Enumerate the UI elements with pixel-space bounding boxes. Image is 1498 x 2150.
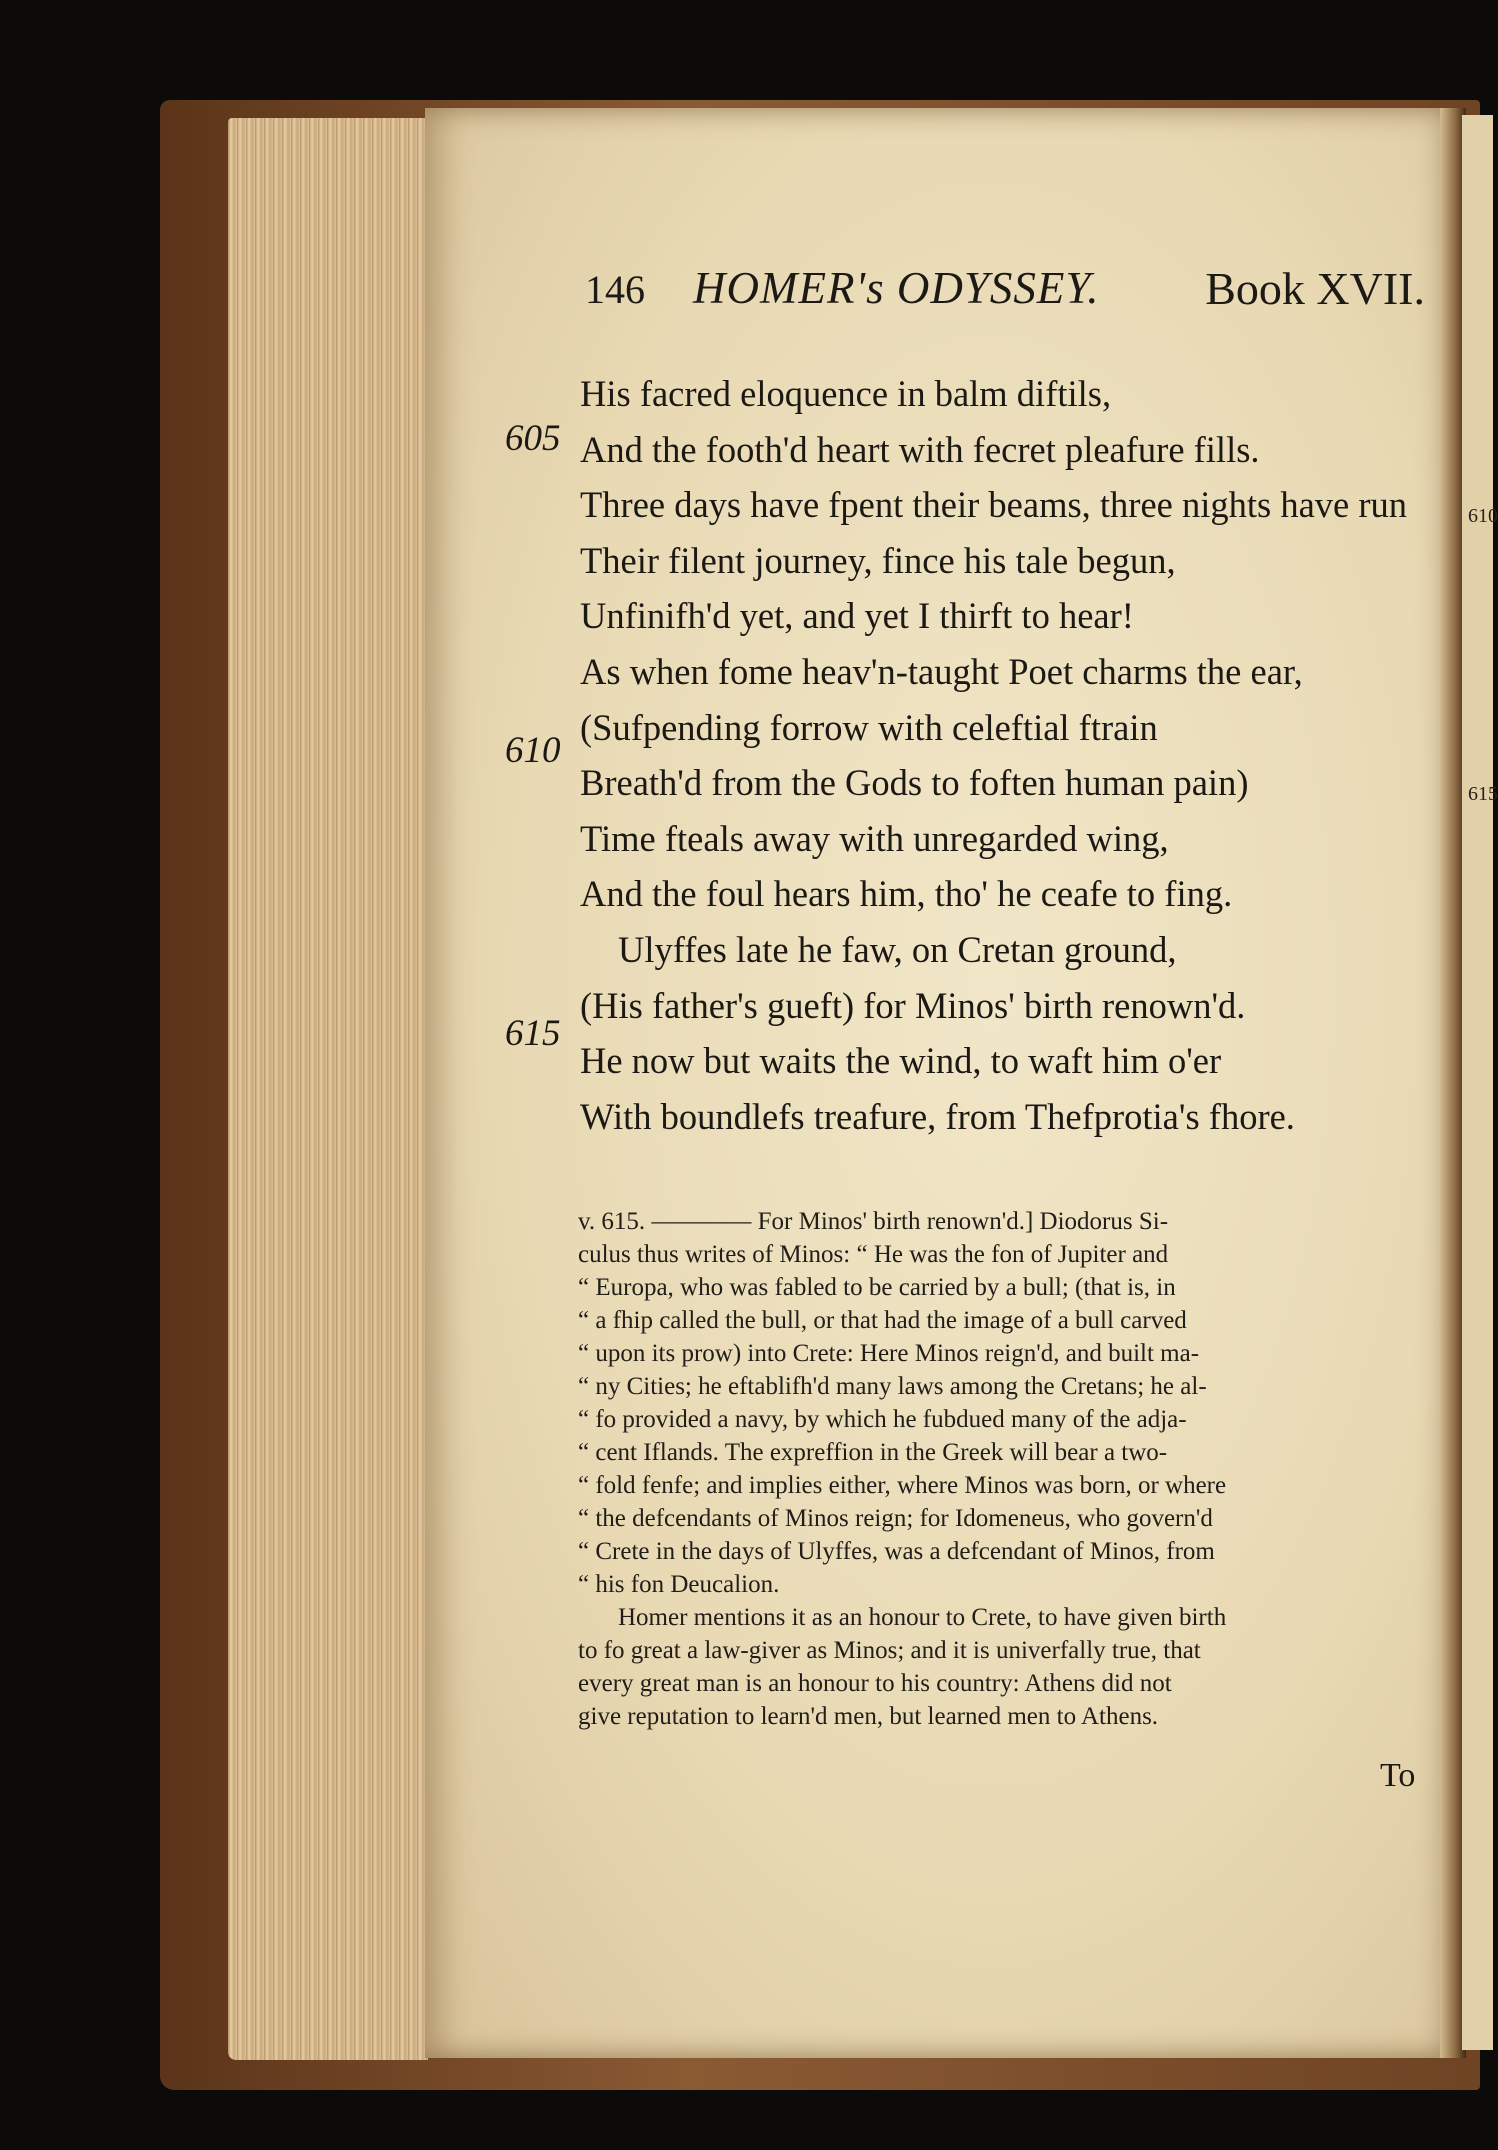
footnote-line: “ fo provided a navy, by which he fubdued many of the adja- (578, 1406, 1187, 1433)
next-page-line-number: 610 (1468, 505, 1498, 527)
verse-line: He now but waits the wind, to waft him o'er (580, 1040, 1222, 1082)
footnote-line: “ Europa, who was fabled to be carried by a bull; (that is, in (578, 1274, 1176, 1301)
footnote-line: every great man is an honour to his country: Athens did not (578, 1670, 1172, 1697)
footnote-line: “ ny Cities; he eftablifh'd many laws among the Cretans; he al- (578, 1373, 1207, 1400)
line-number: 615 (505, 1013, 561, 1054)
verse-line: Three days have fpent their beams, three nights have run (580, 484, 1408, 526)
footnote-line: “ upon its prow) into Crete: Here Minos reign'd, and built ma- (578, 1340, 1200, 1367)
footnote-line: “ his fon Deucalion. (578, 1571, 780, 1598)
footnote-line: “ Crete in the days of Ulyffes, was a defcendant of Minos, from (578, 1538, 1215, 1565)
footnote-line: “ the defcendants of Minos reign; for Idomeneus, who govern'd (578, 1505, 1213, 1532)
line-number: 610 (505, 730, 561, 771)
verse-line: Time fteals away with unregarded wing, (580, 817, 1169, 859)
footnote-line: give reputation to learn'd men, but learned men to Athens. (578, 1703, 1159, 1730)
footnote-block (578, 1205, 1420, 1733)
footnote-line: culus thus writes of Minos: “ He was the fon of Jupiter and (578, 1241, 1169, 1268)
verse-block (580, 366, 1440, 1144)
verse-line: Ulyffes late he faw, on Cretan ground, (618, 928, 1177, 970)
page-number: 146 (585, 267, 645, 312)
verse-line: Breath'd from the Gods to foften human pain) (580, 762, 1249, 804)
catchword: To (1380, 1757, 1416, 1794)
footnote-line: “ fold fenfe; and implies either, where Minos was born, or where (578, 1472, 1227, 1499)
next-page-line-number: 615 (1468, 783, 1498, 805)
footnote-line: “ cent Iflands. The expreffion in the Greek will bear a two- (578, 1439, 1168, 1466)
footnote-line: to fo great a law-giver as Minos; and it is univerfally true, that (578, 1637, 1201, 1664)
verse-line: And the foul hears him, tho' he ceafe to fing. (580, 873, 1233, 915)
verse-line: Their filent journey, fince his tale begun, (580, 539, 1176, 581)
running-header (585, 258, 1425, 320)
verse-line: (Sufpending forrow with celeftial ftrain (580, 706, 1158, 748)
verse-line: As when fome heav'n-taught Poet charms the ear, (580, 650, 1303, 692)
verse-line: And the footh'd heart with fecret pleafure fills. (580, 428, 1260, 470)
footnote-line: v. 615. ———— For Minos' birth renown'd.] Diodorus Si- (578, 1208, 1169, 1235)
footnote-line: Homer mentions it as an honour to Crete, to have given birth (618, 1604, 1227, 1631)
book-label: Book XVII. (1205, 263, 1425, 314)
verse-line: (His father's gueft) for Minos' birth renown'd. (580, 984, 1246, 1026)
footnote-line: “ a fhip called the bull, or that had the image of a bull carved (578, 1307, 1187, 1334)
next-page-sliver (1462, 115, 1498, 2050)
page-edges (228, 118, 428, 2060)
verse-line: Unfinifh'd yet, and yet I thirft to hear! (580, 595, 1134, 637)
line-number: 605 (505, 418, 561, 459)
verse-line: With boundlefs treafure, from Thefprotia's fhore. (580, 1095, 1295, 1137)
verse-line: His facred eloquence in balm diftils, (580, 373, 1112, 414)
running-title: HOMER's ODYSSEY. (693, 263, 1100, 313)
